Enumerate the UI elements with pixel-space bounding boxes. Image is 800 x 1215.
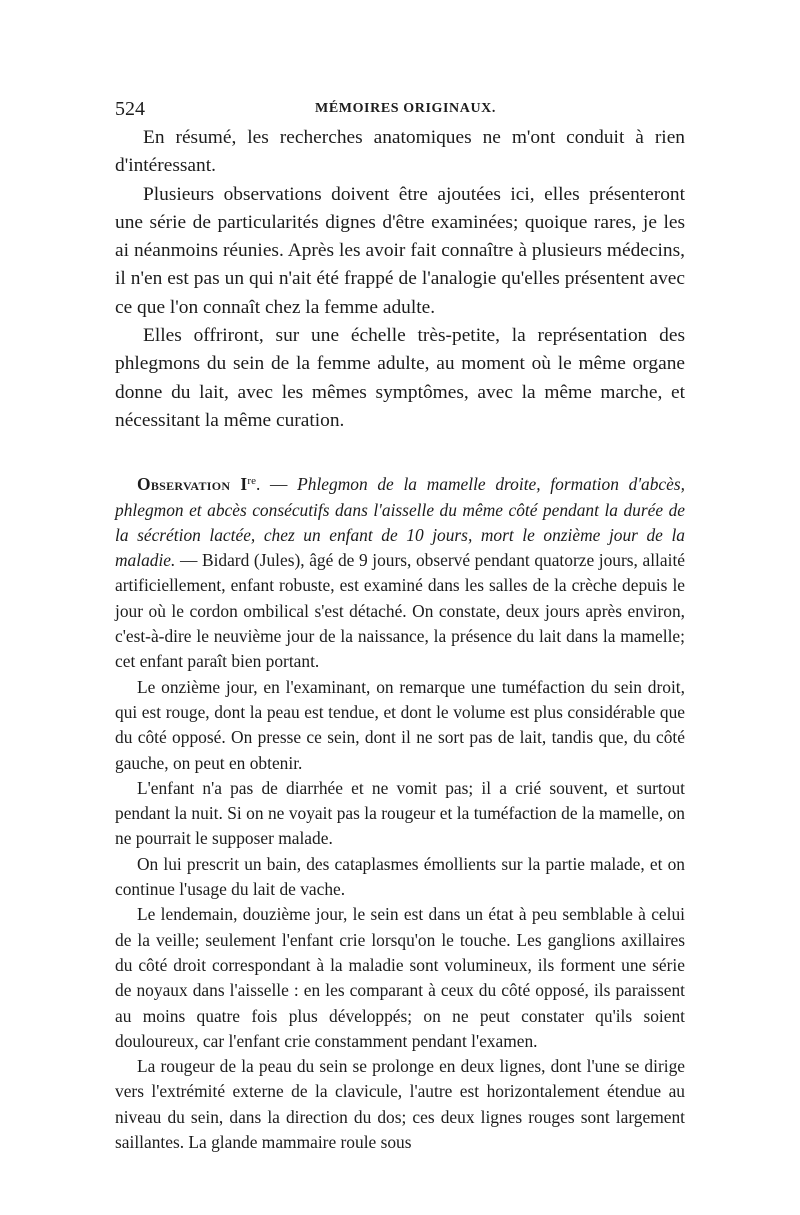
intro-section: [115, 124, 685, 435]
observation-label: Observation I: [137, 474, 248, 495]
observation-section: [115, 469, 685, 1155]
running-title: MÉMOIRES ORIGINAUX.: [315, 101, 496, 116]
paragraph: Le onzième jour, en l'examinant, on remarque une tuméfaction du sein droit, qui est rouge, dont la peau est tendue, et dont le volume est plus considérable que du côté opposé. On presse ce sein, dont il ne sort pas de lait, tandis que, du côté gauche, on peut en obtenir.: [115, 676, 685, 773]
paragraph: Plusieurs observations doivent être ajoutées ici, elles présenteront une série de particularités dignes d'être examinées; quoique rares, je les ai néanmoins réunies. Après les avoir fait connaître à plusieurs médecins, il n'en est pas un qui n'ait été frappé de l'analogie qu'elles présentent avec ce que l'on connaît chez la femme adulte.: [115, 183, 685, 318]
paragraph: On lui prescrit un bain, des cataplasmes émollients sur la partie malade, et on continue l'usage du lait de vache.: [115, 853, 685, 900]
observation-title: Phlegmon de la mamelle droite, formation d'abcès, phlegmon et abcès consécutifs dans l'aisselle du même côté pendant la durée de la sécrétion lactée, chez un enfant de 10 jours, mort le onzième jour de la maladie.: [115, 474, 685, 571]
section-gap: [115, 435, 685, 469]
observation-first-text: — Bidard (Jules), âgé de 9 jours, observé pendant quatorze jours, allaité artificiellement, enfant robuste, est examiné dans les salles de la crèche depuis le jour où le cordon ombilical s'est détaché. On constate, deux jours après environ, c'est-à-dire le neuvième jour de la naissance, la présence du lait dans la mamelle; cet enfant paraît bien portant.: [115, 550, 685, 672]
paragraph: Le lendemain, douzième jour, le sein est dans un état à peu semblable à celui de la veille; seulement l'enfant crie lorsqu'on le touche. Les ganglions axillaires du côté droit correspondant à la maladie sont volumineux, ils forment une série de noyaux dans l'aisselle : en les comparant à ceux du côté opposé, ils paraissent au moins quatre fois plus développés; on ne peut constater qu'ils soient douloureux, car l'enfant crie constamment pendant l'examen.: [115, 904, 685, 1051]
page-number: 524: [115, 98, 145, 120]
paragraph: L'enfant n'a pas de diarrhée et ne vomit pas; il a crié souvent, et surtout pendant la nuit. Si on ne voyait pas la rougeur et la tuméfaction de la mamelle, on ne pourrait le supposer malade.: [115, 777, 685, 849]
paragraph: La rougeur de la peau du sein se prolonge en deux lignes, dont l'une se dirige vers l'extrémité externe de la clavicule, l'autre est horizontalement étendue au niveau du sein, dans la direction du dos; ces deux lignes rouges sont largement saillantes. La glande mammaire roule sous: [115, 1056, 685, 1152]
observation-label-superscript: re: [247, 475, 256, 488]
observation-first-paragraph: [115, 469, 685, 674]
running-header: [115, 98, 685, 124]
document-page: [115, 98, 685, 1155]
paragraph: En résumé, les recherches anatomiques ne m'ont conduit à rien d'intéressant.: [115, 127, 685, 177]
paragraph: Elles offriront, sur une échelle très-petite, la représentation des phlegmons du sein de la femme adulte, au moment où le même organe donne du lait, avec les mêmes symptômes, avec la même marche, et nécessitant la même curation.: [115, 325, 685, 431]
observation-label-end: . —: [255, 474, 298, 495]
